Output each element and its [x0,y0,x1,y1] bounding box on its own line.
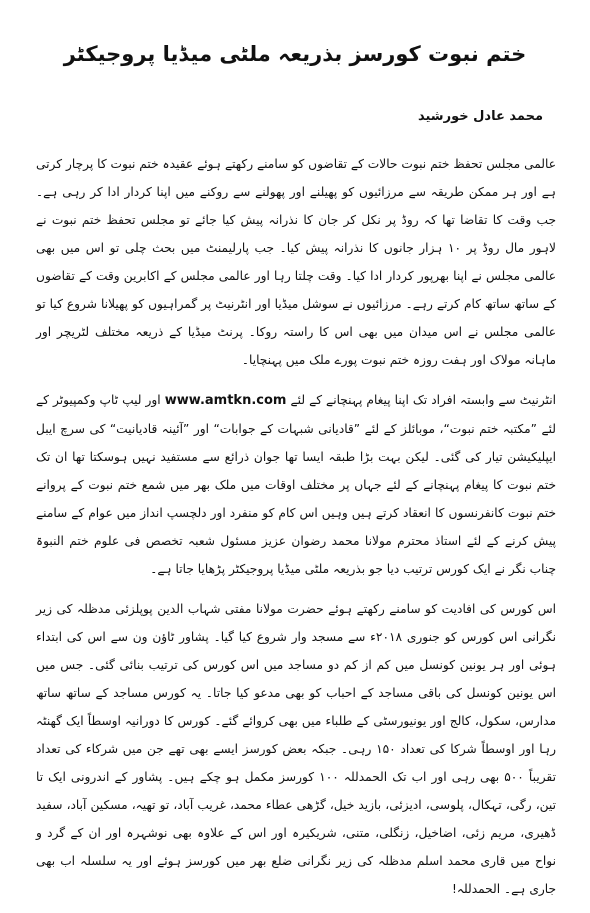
website-url: www.amtkn.com [164,393,287,408]
paragraph-internet-rest: اور لیپ ٹاپ وکمپیوٹر کے لئے ”مکتبہ ختم نبوت“، موبائلز کے لئے ”قادیانی شبہات کے جوابات“ اور ”آئینہ قادیانیت“ کی سرچ ایبل ایپلیکیشن تیار کی گئی۔ لیکن بہت بڑا طبقہ ایسا تھا جوان ذرائع سے مستفید نہیں ہوسکتا تھا ان تک ختم نبوت کا پیغام پہنچانے کے لئے جہاں پر مختلف اوقات میں ملک بھر میں شمع ختم نبوت کے پروانے ختم نبوت کانفرنسوں کا انعقاد کرتے ہیں وہیں اس کام کو منفرد اور دلچسپ انداز میں عوام کے سامنے پیش کرنے کے لئے استاذ محترم مولانا محمد رضوان عزیز مسئول شعبہ تخصص فی علوم ختم النبوۃ چناب نگر نے ایک کورس ترتیب دیا جو بذریعہ ملٹی میڈیا پروجیکٹر پڑھایا جاتا ہے۔ [36,393,556,576]
paragraph-internet-lead: انٹرنیٹ سے وابستہ افراد تک اپنا پیغام پہنچانے کے لئے [290,393,557,407]
article-author: محمد عادل خورشید [417,109,543,124]
paragraph-courses: اس کورس کی افادیت کو سامنے رکھتے ہوئے حضرت مولانا مفتی شہاب الدین پوپلزئی مدظلہ کی زیر نگرانی اس کورس کو جنوری ۲۰۱۸ء سے مسجد وار شروع کیا گیا۔ پشاور ٹاؤن ون سے اس کی ابتداء ہوئی اور ہر یونین کونسل میں کم از کم دو مساجد میں اس کورس کی ترتیب بنائی گئی۔ جس میں اس یونین کونسل کی باقی مساجد کے احباب کو بھی مدعو کیا جاتا۔ یہ کورس مساجد کے ساتھ ساتھ مدارس، سکول، کالج اور یونیورسٹی کے طلباء میں بھی کروائے گئے۔ کورس کا دورانیہ اوسطاً ایک گھنٹہ رہا اور اوسطاً شرکا کی تعداد ۱۵۰ رہی۔ جبکہ بعض کورسز ایسے بھی تھے جن میں شرکاء کی تعداد تقریباً ۵۰۰ بھی رہی اور اب تک الحمدللہ ۱۰۰ کورسز مکمل ہو چکے ہیں۔ پشاور کے اندرونی ایک تا تین، رگی، تہکال، پلوسی، ادیزئی، بازید خیل، گڑھی عطاء محمد، غریب آباد، تو تھیہ، مسکین آباد، سفید ڈھیری، مریم زئی، اضاخیل، زنگلی، متنی، شریکیرہ اور اس کے علاوہ بھی نوشہرہ اور ان کے گرد و نواح میں قاری محمد اسلم مدظلہ کی زیر نگرانی ضلع بھر میں کورسز ہوئے اور یہ سلسلہ اب بھی جاری ہے۔ الحمدللہ! [36,602,556,896]
paragraph-internet [36,386,556,583]
article-body [36,150,556,903]
paragraph-intro: عالمی مجلس تحفظ ختم نبوت حالات کے تقاضوں کو سامنے رکھتے ہوئے عقیدہ ختم نبوت کا پرچار کرتی ہے اور ہر ممکن طریقہ سے مرزائیوں کو پھیلنے اور پھولنے سے روکنے میں اپنا کردار ادا کر رہی ہے۔ جب وقت کا تقاضا تھا کہ روڈ پر نکل کر جان کا نذرانہ پیش کیا جائے تو مجلس تحفظ ختم نبوت نے لاہور مال روڈ پر ۱۰ ہزار جانوں کا نذرانہ پیش کیا۔ جب پارلیمنٹ میں بحث چلی تو اس میں بھی عالمی مجلس نے اپنا بھرپور کردار ادا کیا۔ وقت چلتا رہا اور عالمی مجلس کے اکابرین وقت کے تقاضوں کے ساتھ ساتھ کام کرتے رہے۔ مرزائیوں نے سوشل میڈیا اور انٹرنیٹ پر گمراہیوں کو پھیلانا شروع کیا تو عالمی مجلس نے اس میدان میں بھی اس کا راستہ روکا۔ پرنٹ میڈیا کے ذریعہ مختلف لٹریچر اور ماہانہ مولاک اور ہفت روزہ ختم نبوت پورے ملک میں پہنچایا۔ [36,157,556,367]
article-title: ختم نبوت کورسز بذریعہ ملٹی میڈیا پروجیکٹر [63,42,527,66]
